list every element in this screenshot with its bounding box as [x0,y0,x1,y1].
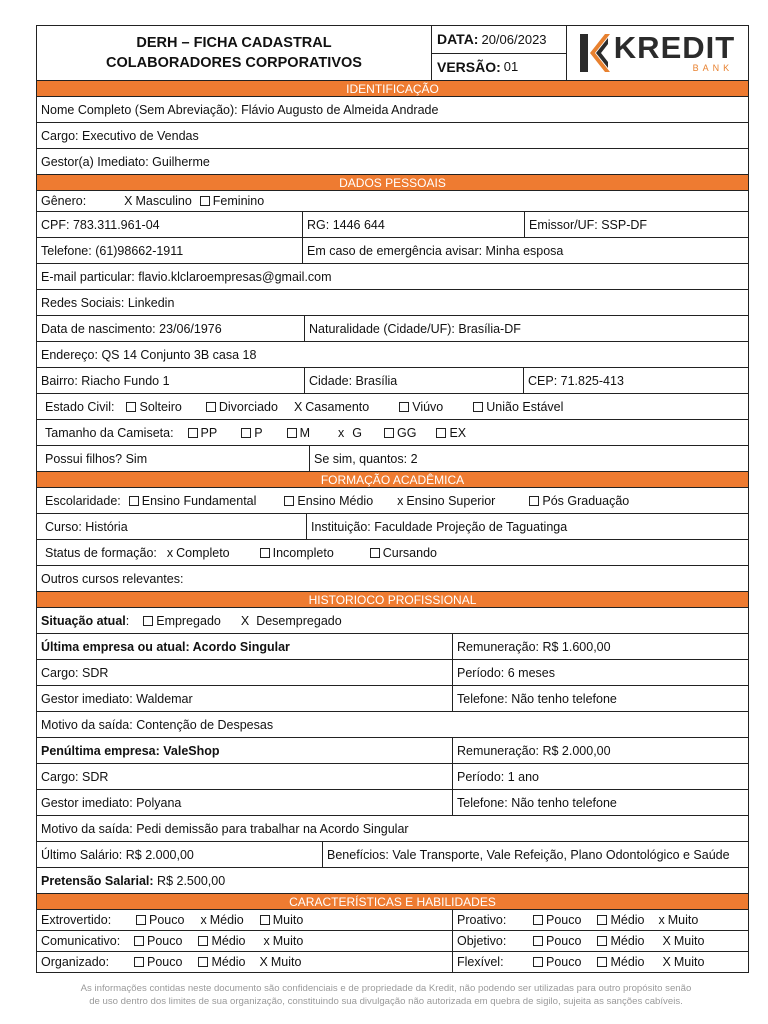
section-historico: HISTORIOCO PROFISSIONAL [36,592,749,608]
trait-label: Proativo: [457,913,507,927]
p-label: P [254,425,263,440]
completo-label: Completo [176,545,230,560]
pp-checkbox[interactable] [188,428,198,438]
form-row [36,566,749,592]
ex-label: EX [449,425,467,440]
muito-checkbox[interactable] [260,915,270,925]
endereco-field[interactable]: Endereço: QS 14 Conjunto 3B casa 18 [41,347,257,362]
pouco-label: Pouco [147,934,183,948]
pretensao-value: R$ 2.500,00 [153,873,226,888]
medio-label: Médio [610,913,645,927]
motivo2-field[interactable]: Motivo da saída: Pedi demissão para trabalhar na Acordo Singular [41,821,409,836]
curso-field[interactable]: Curso: História [37,514,307,539]
muito-checkbox-mark[interactable]: X [662,955,671,969]
completo-checkbox-mark[interactable]: x [166,545,174,560]
pouco-checkbox[interactable] [533,936,543,946]
pouco-label: Pouco [546,955,582,969]
date-label: DATA: [437,31,479,48]
gg-checkbox[interactable] [384,428,394,438]
logo-sub: BANK [692,63,734,73]
cadastro-form [36,25,749,973]
trait-row [36,952,749,973]
periodo2-field[interactable]: Período: 1 ano [457,769,540,784]
pouco-label: Pouco [147,955,183,969]
viuvo-checkbox[interactable] [399,402,409,412]
telefone1-field[interactable]: Telefone: Não tenho telefone [457,691,617,706]
muito-label: Muito [673,955,705,969]
muito-checkbox-mark[interactable]: x [263,934,270,948]
form-row [36,514,749,540]
form-meta [432,26,567,80]
superior-checkbox-mark[interactable]: x [397,493,404,508]
divorciado-checkbox[interactable] [206,402,216,412]
form-row [36,764,749,790]
form-row [36,686,749,712]
beneficios-field[interactable]: Benefícios: Vale Transporte, Vale Refeição, Plano Odontológico e Saúde [327,847,730,862]
version-value: 01 [503,59,519,75]
outros-cursos-field[interactable]: Outros cursos relevantes: [41,571,184,586]
checkbox-checked-mark[interactable]: X [124,194,133,208]
form-title [37,26,432,80]
genero-row [36,191,749,212]
footer-line1: As informações contidas neste documento são confidenciais e de propriedade da Kredit, não podendo ser utilizadas para outro propósito senão [80,983,692,994]
genero-feminino-checkbox[interactable] [200,196,210,206]
gg-label: GG [396,425,417,440]
footer-line2: de uso dentro dos limites de sua organização, constituindo sua divulgação não autorizada em quebra de sigilo, sujeita as sanções cabíveis. [89,996,683,1007]
gestor-field[interactable]: Gestor(a) Imediato: Guilherme [41,154,210,169]
muito-checkbox-mark[interactable]: X [259,955,268,969]
medio-checkbox[interactable] [198,936,208,946]
form-row [36,149,749,175]
pretensao-label: Pretensão Salarial: [41,873,154,888]
kredit-logo [567,26,748,80]
bairro-field[interactable]: Bairro: Riacho Fundo 1 [37,368,305,393]
trait-label: Organizado: [41,955,110,969]
fundamental-label: Ensino Fundamental [141,493,257,508]
penultima-empresa-field[interactable]: Penúltima empresa: ValeShop [37,738,453,763]
medio-label: Médio [211,955,246,969]
telefone-field[interactable]: Telefone: (61)98662-1911 [37,238,303,263]
muito-label: Muito [673,934,705,948]
situacao-row [36,608,749,634]
trait-label: Extrovertido: [41,913,112,927]
version-field [432,53,566,81]
muito-label: Muito [667,913,699,927]
incompleto-checkbox[interactable] [260,548,270,558]
escolaridade-row [36,488,749,514]
medio-checkbox-mark[interactable]: x [200,913,207,927]
divorciado-label: Divorciado [218,399,278,414]
genero-feminino: Feminino [212,194,265,208]
estado-civil-label: Estado Civil: [45,399,115,414]
muito-label: Muito [272,934,304,948]
fundamental-checkbox[interactable] [129,496,139,506]
confidentiality-footer [36,982,736,1008]
form-row [36,290,749,316]
trait-label: Objetivo: [457,934,507,948]
medio-label: Médio [209,913,244,927]
form-row [36,264,749,290]
logo-word: KREDIT [613,30,736,65]
m-label: M [299,425,310,440]
medio-checkbox[interactable] [597,957,607,967]
motivo1-field[interactable]: Motivo da saída: Contenção de Despesas [41,717,274,732]
section-caracteristicas: CARACTERÍSTICAS E HABILIDADES [36,894,749,910]
pretensao-field[interactable] [37,868,748,893]
muito-label: Muito [270,955,302,969]
cursando-checkbox[interactable] [370,548,380,558]
pouco-label: Pouco [149,913,185,927]
pouco-checkbox[interactable] [533,915,543,925]
escolaridade-label: Escolaridade: [45,493,121,508]
estado-civil-row [36,394,749,420]
medio-checkbox[interactable] [198,957,208,967]
telefone2-field[interactable]: Telefone: Não tenho telefone [457,795,617,810]
cargo-field[interactable]: Cargo: Executivo de Vendas [41,128,199,143]
medio-checkbox[interactable] [284,496,294,506]
camiseta-label: Tamanho da Camiseta: [45,425,174,440]
ultima-empresa-field[interactable]: Última empresa ou atual: Acordo Singular [37,634,453,659]
casamento-checkbox-mark[interactable]: X [293,399,303,414]
emissor-field[interactable]: Emissor/UF: SSP-DF [529,217,648,232]
periodo1-field[interactable]: Período: 6 meses [457,665,555,680]
naturalidade-field[interactable]: Naturalidade (Cidade/UF): Brasília-DF [309,321,521,336]
ex-checkbox[interactable] [436,428,446,438]
empregado-checkbox[interactable] [143,616,153,626]
emergencia-field[interactable]: Em caso de emergência avisar: Minha esposa [307,243,564,258]
cargo2-field[interactable]: Cargo: SDR [37,764,453,789]
form-row [36,212,749,238]
g-label: G [352,425,362,440]
cursando-label: Cursando [382,545,437,560]
filhos-field[interactable]: Possui filhos? Sim [37,446,310,471]
form-row [36,816,749,842]
cpf-field[interactable]: CPF: 783.311.961-04 [37,212,303,237]
form-title-line1: DERH – FICHA CADASTRAL [136,35,332,51]
status-row [36,540,749,566]
section-dados-pessoais: DADOS PESSOAIS [36,175,749,191]
viuvo-label: Viúvo [412,399,444,414]
incompleto-label: Incompleto [272,545,334,560]
form-row [36,660,749,686]
trait-row [36,910,749,931]
version-label: VERSÃO: [437,58,501,75]
rg-field[interactable]: RG: 1446 644 [303,212,525,237]
pouco-checkbox[interactable] [134,957,144,967]
form-row [36,712,749,738]
pos-label: Pós Graduação [542,493,630,508]
pouco-label: Pouco [546,913,582,927]
desempregado-checkbox-mark[interactable]: X [240,613,250,628]
remuneracao1-field[interactable]: Remuneração: R$ 1.600,00 [457,639,611,654]
pretensao-row [36,868,749,894]
section-identificacao: IDENTIFICAÇÃO [36,81,749,97]
superior-label: Ensino Superior [406,493,496,508]
form-row [36,368,749,394]
section-formacao: FORMAÇÃO ACADÊMICA [36,472,749,488]
pouco-checkbox[interactable] [134,936,144,946]
muito-checkbox-mark[interactable]: x [658,913,665,927]
uniao-checkbox[interactable] [473,402,483,412]
muito-label: Muito [272,913,304,927]
g-checkbox-mark[interactable]: x [338,425,345,440]
trait-label: Flexível: [457,955,504,969]
medio-label: Médio [211,934,246,948]
form-row [36,316,749,342]
m-checkbox[interactable] [287,428,297,438]
form-title-line2: COLABORADORES CORPORATIVOS [106,55,362,71]
medio-label: Médio [610,955,645,969]
form-row [36,342,749,368]
gestor2-field[interactable]: Gestor imediato: Polyana [37,790,453,815]
ultimo-salario-field[interactable]: Último Salário: R$ 2.000,00 [37,842,323,867]
form-header [36,25,749,81]
kredit-k-icon [580,34,610,72]
genero-masculino: Masculino [135,194,192,208]
form-row [36,446,749,472]
redes-field[interactable]: Redes Sociais: Linkedin [41,295,175,310]
trait-label: Comunicativo: [41,934,121,948]
pouco-label: Pouco [546,934,582,948]
nascimento-field[interactable]: Data de nascimento: 23/06/1976 [37,316,305,341]
pp-label: PP [200,425,218,440]
form-row [36,123,749,149]
trait-row [36,931,749,952]
instituicao-field[interactable]: Instituição: Faculdade Projeção de Taguatinga [311,519,568,534]
solteiro-label: Solteiro [139,399,182,414]
date-value: 20/06/2023 [481,31,547,47]
cidade-field[interactable]: Cidade: Brasília [305,368,524,393]
medio-label: Ensino Médio [297,493,374,508]
empregado-label: Empregado [156,613,221,628]
status-label: Status de formação: [45,545,157,560]
form-row [36,842,749,868]
situacao-colon: : [125,613,130,628]
email-field[interactable]: E-mail particular: flavio.klclaroempresas@gmail.com [41,269,332,284]
form-row [36,790,749,816]
cargo1-field[interactable]: Cargo: SDR [37,660,453,685]
genero-label: Gênero: [41,194,87,208]
muito-checkbox-mark[interactable]: X [662,934,671,948]
desempregado-label: Desempregado [256,613,342,628]
remuneracao2-field[interactable]: Remuneração: R$ 2.000,00 [457,743,611,758]
pouco-checkbox[interactable] [136,915,146,925]
medio-label: Médio [610,934,645,948]
form-row [36,634,749,660]
form-row [36,97,749,123]
nome-field[interactable]: Nome Completo (Sem Abreviação): Flávio Augusto de Almeida Andrade [41,102,439,117]
cep-field[interactable]: CEP: 71.825-413 [528,373,624,388]
form-row [36,738,749,764]
form-row [36,238,749,264]
pos-checkbox[interactable] [529,496,539,506]
p-checkbox[interactable] [241,428,251,438]
medio-checkbox[interactable] [597,915,607,925]
casamento-label: Casamento [305,399,370,414]
quantos-field[interactable]: Se sim, quantos: 2 [314,451,418,466]
situacao-label: Situação atual [41,613,126,628]
date-field [432,26,566,53]
medio-checkbox[interactable] [597,936,607,946]
camiseta-row [36,420,749,446]
uniao-label: União Estável [486,399,564,414]
solteiro-checkbox[interactable] [126,402,136,412]
pouco-checkbox[interactable] [533,957,543,967]
gestor1-field[interactable]: Gestor imediato: Waldemar [37,686,453,711]
